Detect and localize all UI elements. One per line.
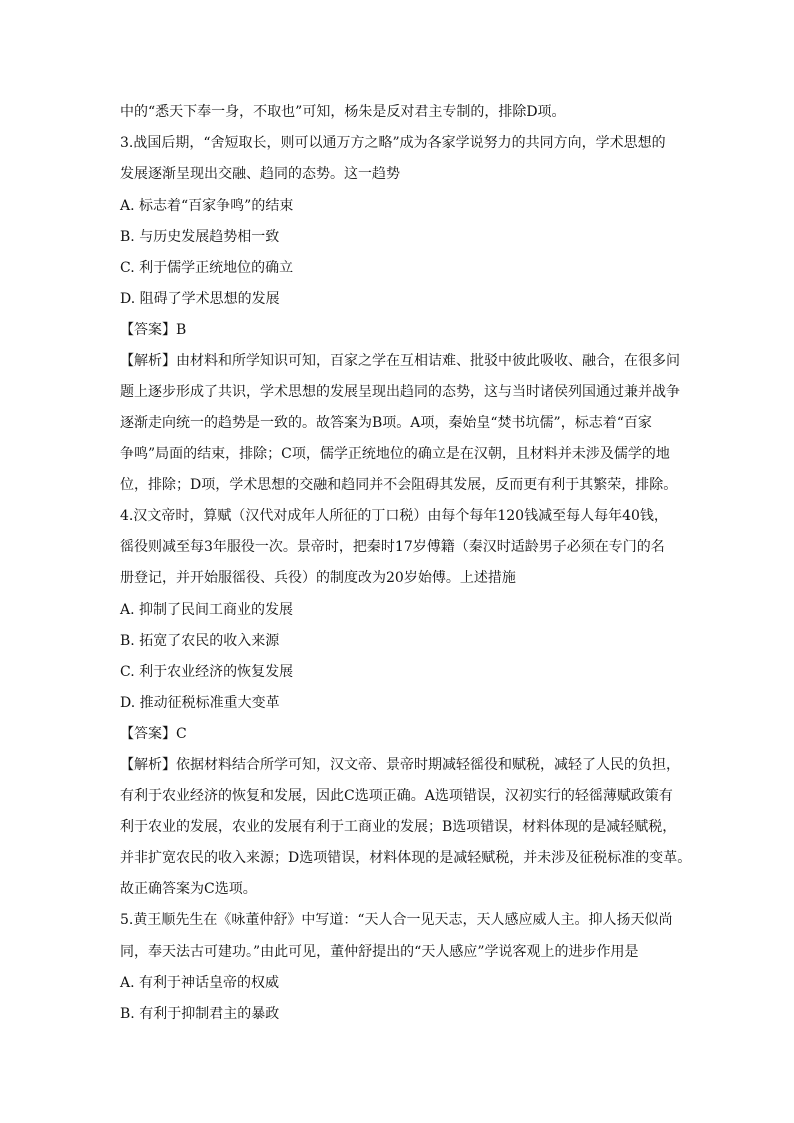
question-4-option-d: D. 推动征税标准重大变革 (120, 695, 280, 711)
question-3-option-d: D. 阻碍了学术思想的发展 (120, 291, 280, 307)
question-4-stem: 徭役则减至每3年服役一次。景帝时，把秦时17岁傅籍（秦汉时适龄男子必须在专门的名 (120, 539, 665, 555)
question-3-option-b: B. 与历史发展趋势相一致 (120, 229, 280, 245)
question-3-analysis: 争鸣”局面的结束，排除；C项，儒学正统地位的确立是在汉朝，且材料并未涉及儒学的地 (120, 446, 670, 462)
question-5-option-b: B. 有利于抑制君主的暴政 (120, 1006, 280, 1022)
question-4-stem: 4.汉文帝时，算赋（汉代对成年人所征的丁口税）由每个每年120钱减至每人每年40钱， (120, 508, 668, 524)
question-5-stem: 同，奉天法古可建功。”由此可见，董仲舒提出的“天人感应”学说客观上的进步作用是 (120, 944, 639, 960)
question-3-stem: 发展逐渐呈现出交融、趋同的态势。这一趋势 (120, 166, 400, 182)
question-4-option-b: B. 拓宽了农民的收入来源 (120, 633, 280, 649)
question-5-option-a: A. 有利于神话皇帝的权威 (120, 975, 280, 991)
question-3-option-a: A. 标志着“百家争鸣”的结束 (120, 198, 294, 214)
question-4-analysis: 故正确答案为C选项。 (120, 881, 257, 897)
question-4-stem: 册登记，并开始服徭役、兵役）的制度改为20岁始傅。上述措施 (120, 570, 516, 586)
question-4-option-a: A. 抑制了民间工商业的发展 (120, 602, 294, 618)
question-5-stem: 5.黄王顺先生在《咏董仲舒》中写道：“天人合一见天志，天人感应威人主。抑人扬天似尚 (120, 912, 673, 928)
question-4-answer: 【答案】C (120, 726, 187, 742)
question-3-analysis: 题上逐步形成了共识，学术思想的发展呈现出趋同的态势，这与当时诸侯列国通过兼并战争 (120, 384, 680, 400)
text-line-continuation: 中的“悉天下奉一身，不取也”可知，杨朱是反对君主专制的，排除D项。 (120, 104, 566, 120)
question-3-analysis: 逐渐走向统一的趋势是一致的。故答案为B项。A项，秦始皇“焚书坑儒”，标志着“百家 (120, 415, 652, 431)
question-3-analysis: 【解析】由材料和所学知识可知，百家之学在互相诘难、批驳中彼此吸收、融合，在很多问 (120, 353, 680, 369)
question-4-analysis: 【解析】依据材料结合所学可知，汉文帝、景帝时期减轻徭役和赋税，减轻了人民的负担， (120, 757, 680, 773)
question-3-answer: 【答案】B (120, 322, 187, 338)
question-3-stem: 3.战国后期，“舍短取长，则可以通万方之略”成为各家学说努力的共同方向，学术思想的 (120, 135, 666, 151)
question-4-analysis: 并非扩宽农民的收入来源；D选项错误，材料体现的是减轻赋税，并未涉及征税标准的变革。 (120, 850, 692, 866)
question-3-option-c: C. 利于儒学正统地位的确立 (120, 260, 294, 276)
question-4-analysis: 利于农业的发展，农业的发展有利于工商业的发展；B选项错误，材料体现的是减轻赋税， (120, 819, 677, 835)
question-4-option-c: C. 利于农业经济的恢复发展 (120, 664, 294, 680)
question-3-analysis: 位，排除；D项，学术思想的交融和趋同并不会阻碍其发展，反而更有利于其繁荣，排除。 (120, 477, 678, 493)
question-4-analysis: 有利于农业经济的恢复和发展，因此C选项正确。A选项错误，汉初实行的轻徭薄赋政策有 (120, 788, 673, 804)
